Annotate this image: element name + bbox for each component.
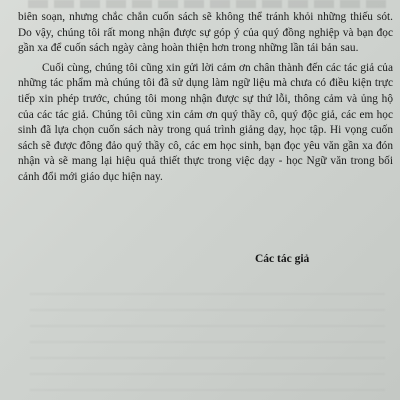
cut-off-text-line	[28, 0, 388, 8]
body-text	[18, 10, 393, 186]
paragraph-intro: biên soạn, nhưng chắc chắn cuốn sách sẽ không thể tránh khỏi những thiếu sót. Do vậy, chúng tôi rất mong nhận được sự góp ý của quý đồng nghiệp và bạn đọc gần xa để cuốn sách ngày càng hoàn thiện hơn trong những lần tái bản sau.	[18, 11, 393, 55]
signature: Các tác giả	[255, 253, 310, 265]
show-through-text	[30, 286, 385, 398]
paragraph-thanks: Cuối cùng, chúng tôi cũng xin gửi lời cảm ơn chân thành đến các tác giả của những tác phẩm mà chúng tôi đã sử dụng làm ngữ liệu mà chưa có điều kiện trực tiếp xin phép trước, chúng tôi mong nhận được sự thứ lỗi, thông cảm và ủng hộ của các tác giả. Chúng tôi cũng xin cảm ơn quý thầy cô, quý độc giả, các em học sinh đã lựa chọn cuốn sách này trong quá trình giảng dạy, học tập. Hi vọng cuốn sách sẽ được đông đảo quý thầy cô, các em học sinh, bạn đọc yêu văn gần xa đón nhận và sẽ mang lại hiệu quả thiết thực trong việc dạy - học Ngữ văn trong bối cảnh đổi mới giáo dục hiện nay.	[18, 61, 393, 183]
